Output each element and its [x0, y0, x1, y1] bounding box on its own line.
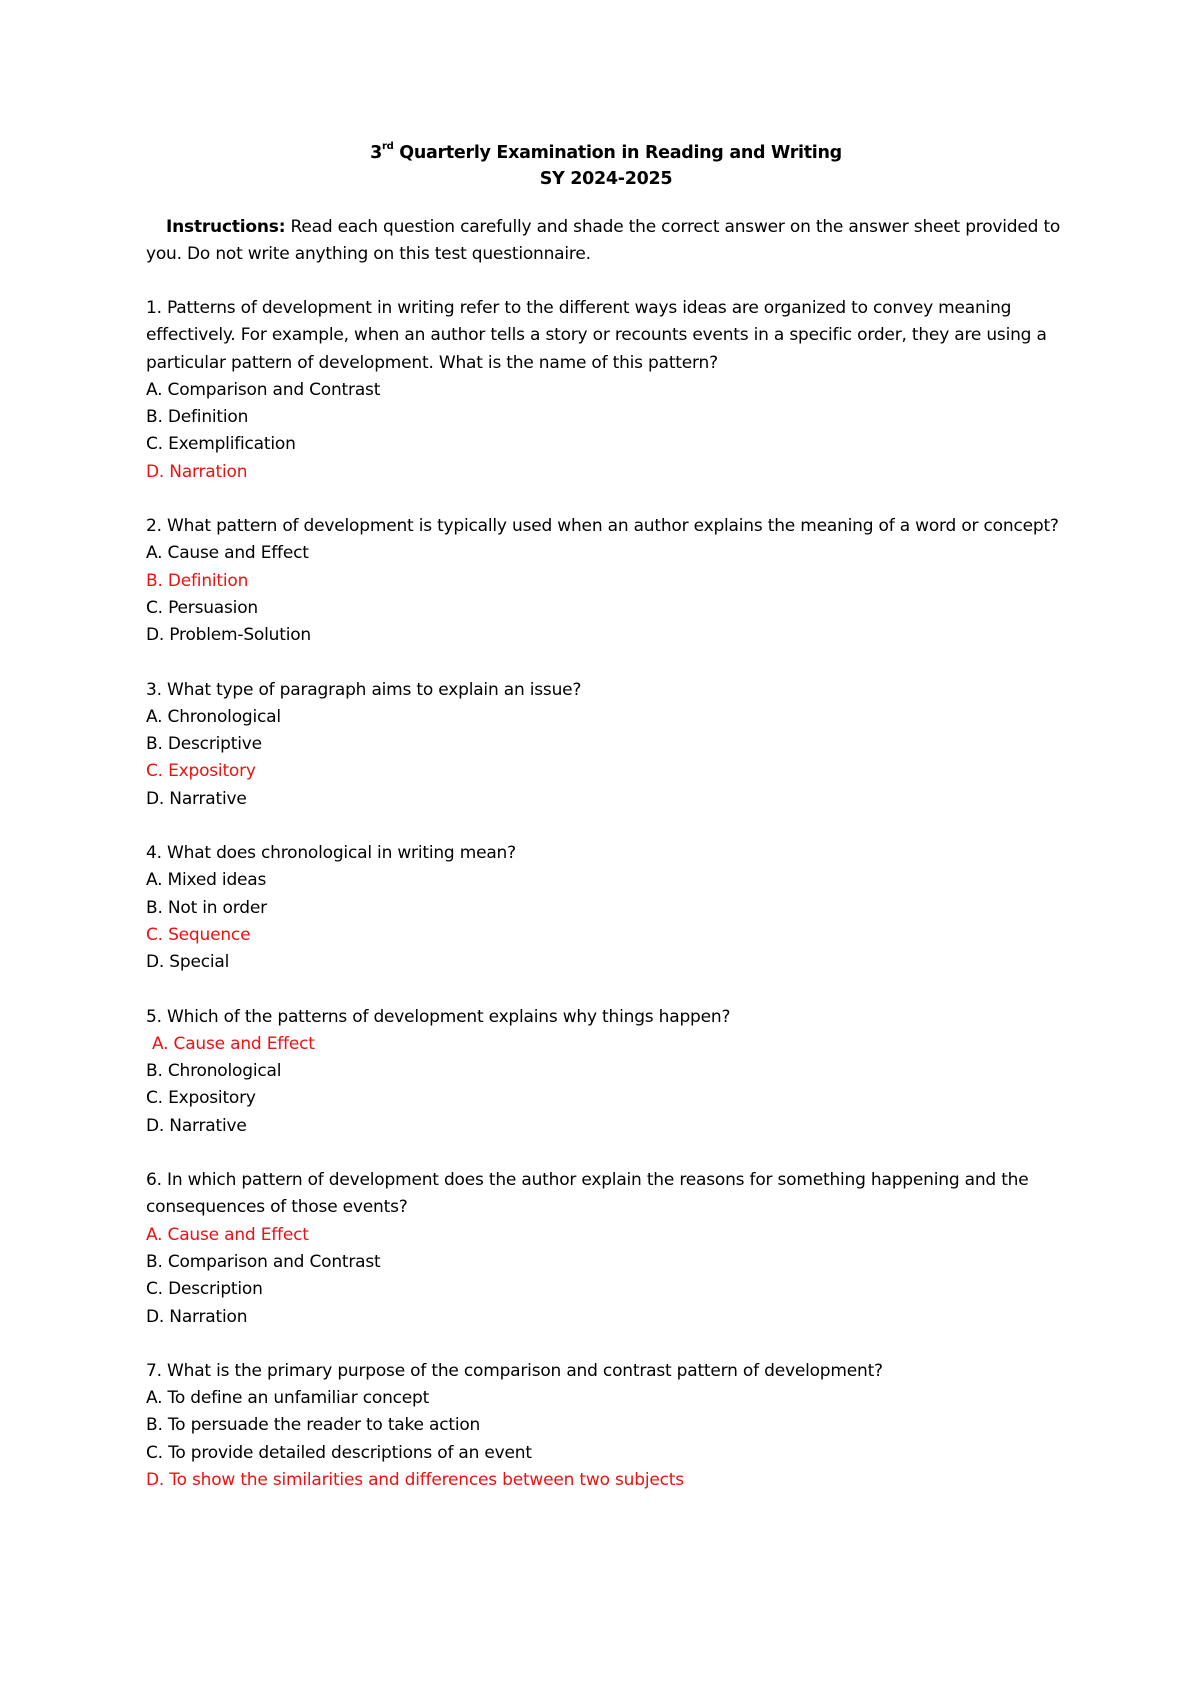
instructions-text: Read each question carefully and shade the correct answer on the answer sheet provided to you. Do not write anything on this test questionnaire. — [146, 217, 1061, 264]
question-stem: 5. Which of the patterns of development explains why things happen? — [146, 1006, 731, 1027]
answer-option-correct: A. Cause and Effect — [152, 1033, 315, 1054]
answer-option: A. Comparison and Contrast — [146, 379, 381, 400]
question-item — [146, 1167, 1066, 1331]
answer-option: A. To define an unfamiliar concept — [146, 1388, 430, 1409]
answer-option: B. Definition — [146, 407, 249, 428]
answer-option: D. Narrative — [146, 1115, 247, 1136]
question-stem: 1. Patterns of development in writing refer to the different ways ideas are organized to convey meaning effectively. For example, when an author tells a story or recounts events in a specific order, they are using a particular pattern of development. What is the name of this pattern? — [146, 298, 1047, 373]
instructions — [146, 214, 1066, 268]
answer-option: A. Mixed ideas — [146, 870, 267, 891]
answer-option: B. Not in order — [146, 897, 267, 918]
question-list — [146, 295, 1066, 1494]
answer-option-correct: C. Sequence — [146, 924, 251, 945]
question-stem: 2. What pattern of development is typically used when an author explains the meaning of a word or concept? — [146, 516, 1059, 537]
answer-option: B. Descriptive — [146, 734, 262, 755]
answer-option-correct: A. Cause and Effect — [146, 1224, 309, 1245]
answer-option: A. Chronological — [146, 706, 281, 727]
question-stem: 3. What type of paragraph aims to explain an issue? — [146, 679, 582, 700]
title-number: 3 — [370, 143, 382, 163]
title-superscript: rd — [382, 141, 394, 153]
answer-option: D. Narrative — [146, 788, 247, 809]
title-text: Quarterly Examination in Reading and Writing — [393, 143, 842, 163]
question-stem: 7. What is the primary purpose of the comparison and contrast pattern of development? — [146, 1360, 883, 1381]
exam-title — [146, 140, 1066, 166]
question-item — [146, 1358, 1066, 1494]
answer-option: B. Chronological — [146, 1061, 282, 1082]
answer-option: C. Expository — [146, 1088, 256, 1109]
question-stem: 4. What does chronological in writing mean? — [146, 843, 516, 864]
answer-option-correct: D. To show the similarities and differences between two subjects — [146, 1469, 684, 1490]
question-item — [146, 840, 1066, 976]
question-stem: 6. In which pattern of development does the author explain the reasons for something happening and the consequences of those events? — [146, 1170, 1029, 1218]
answer-option: D. Narration — [146, 1306, 248, 1327]
answer-option: B. To persuade the reader to take action — [146, 1415, 481, 1436]
answer-option: C. Persuasion — [146, 597, 258, 618]
answer-option: D. Problem-Solution — [146, 625, 311, 646]
question-item — [146, 295, 1066, 486]
answer-option: C. Description — [146, 1279, 263, 1300]
answer-option: C. To provide detailed descriptions of an event — [146, 1442, 532, 1463]
instructions-label: Instructions: — [166, 217, 286, 237]
answer-option: A. Cause and Effect — [146, 543, 309, 564]
exam-page — [146, 140, 1066, 1494]
answer-option-correct: C. Expository — [146, 761, 256, 782]
answer-option-correct: D. Narration — [146, 461, 248, 482]
school-year: SY 2024-2025 — [539, 169, 673, 189]
answer-option: C. Exemplification — [146, 434, 296, 455]
exam-header — [146, 140, 1066, 192]
question-item — [146, 513, 1066, 649]
answer-option-correct: B. Definition — [146, 570, 249, 591]
answer-option: B. Comparison and Contrast — [146, 1251, 381, 1272]
question-item — [146, 1004, 1066, 1140]
question-item — [146, 677, 1066, 813]
answer-option: D. Special — [146, 952, 230, 973]
